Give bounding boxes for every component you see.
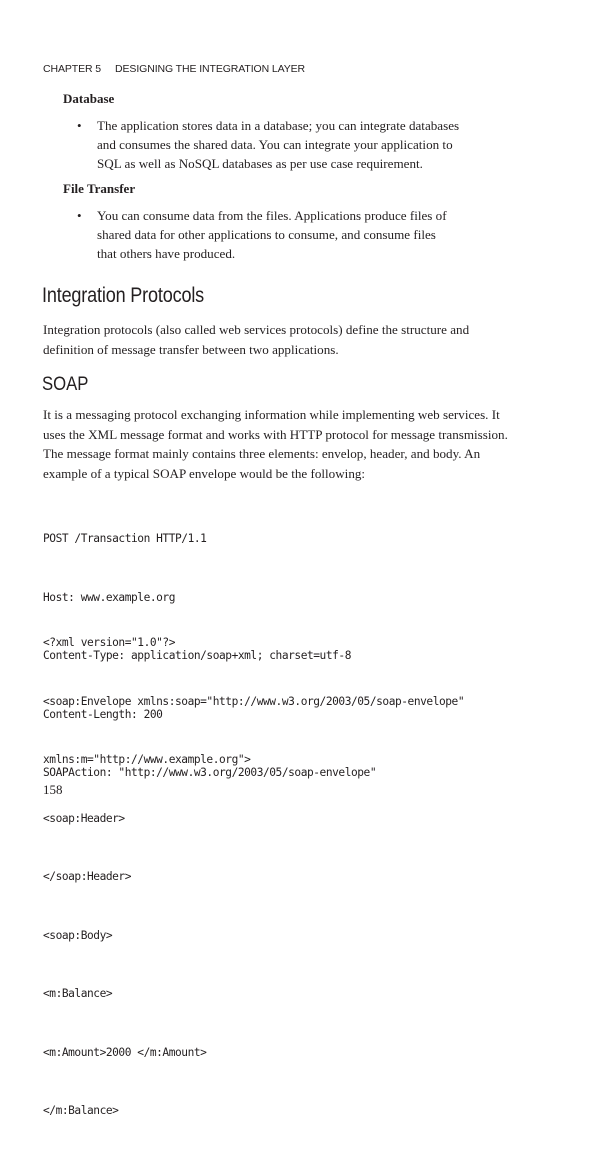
code-line: <soap:Envelope xmlns:soap="http://www.w3.org/2003/05/soap-envelope" bbox=[43, 694, 465, 708]
code-line: SOAPAction: "http://www.w3.org/2003/05/soap-envelope" bbox=[43, 766, 377, 779]
code-line: <m:Amount>2000 </m:Amount> bbox=[43, 1045, 207, 1059]
code-line: </soap:Header> bbox=[43, 870, 131, 883]
bullet-dot-icon: • bbox=[77, 208, 82, 223]
paragraph-line: The message format mainly contains three elements: envelop, header, and body. An bbox=[43, 446, 481, 461]
integration-protocols-heading: Integration Protocols bbox=[42, 284, 205, 307]
file-transfer-bullet bbox=[77, 206, 497, 263]
code-line: <m:Balance> bbox=[43, 987, 113, 1000]
bullet-line: The application stores data in a database; you can integrate databases bbox=[97, 118, 460, 133]
code-line: Content-Type: application/soap+xml; charset=utf-8 bbox=[43, 649, 351, 662]
bullet-line: SQL as well as NoSQL databases as per use case requirement. bbox=[97, 156, 423, 171]
code-line: <soap:Body> bbox=[43, 928, 113, 942]
chapter-number: CHAPTER 5 bbox=[43, 63, 102, 75]
paragraph-line: example of a typical SOAP envelope would be the following: bbox=[43, 465, 366, 481]
database-heading: Database bbox=[63, 91, 115, 106]
bullet-dot-icon: • bbox=[77, 118, 82, 133]
page-number: 158 bbox=[43, 782, 63, 797]
database-bullet bbox=[77, 116, 497, 173]
chapter-title: DESIGNING THE INTEGRATION LAYER bbox=[115, 63, 306, 75]
file-transfer-heading: File Transfer bbox=[63, 181, 136, 196]
bullet-line: and consumes the shared data. You can integrate your application to bbox=[97, 137, 453, 152]
running-header bbox=[43, 63, 305, 75]
code-line: POST /Transaction HTTP/1.1 bbox=[43, 532, 207, 545]
code-line: Content-Length: 200 bbox=[43, 707, 163, 721]
code-line: </m:Balance> bbox=[43, 1104, 119, 1117]
soap-paragraph bbox=[43, 405, 543, 483]
code-line: <?xml version="1.0"?> bbox=[43, 636, 175, 649]
bullet-line: You can consume data from the files. Applications produce files of bbox=[97, 208, 447, 223]
bullet-line: that others have produced. bbox=[97, 246, 236, 261]
paragraph-line: It is a messaging protocol exchanging information while implementing web services. It bbox=[43, 407, 500, 422]
integration-protocols-paragraph bbox=[43, 320, 543, 359]
paragraph-line: uses the XML message format and works with HTTP protocol for message transmission. bbox=[43, 426, 508, 442]
paragraph-line: definition of message transfer between two applications. bbox=[43, 341, 339, 357]
paragraph-line: Integration protocols (also called web services protocols) define the structure and bbox=[43, 322, 470, 337]
code-line: <soap:Header> bbox=[43, 811, 125, 825]
code-line: xmlns:m="http://www.example.org"> bbox=[43, 753, 251, 766]
soap-heading: SOAP bbox=[42, 374, 89, 395]
soap-envelope-code-block bbox=[43, 594, 563, 1160]
code-line: Host: www.example.org bbox=[43, 590, 175, 604]
bullet-line: shared data for other applications to consume, and consume files bbox=[97, 227, 436, 242]
